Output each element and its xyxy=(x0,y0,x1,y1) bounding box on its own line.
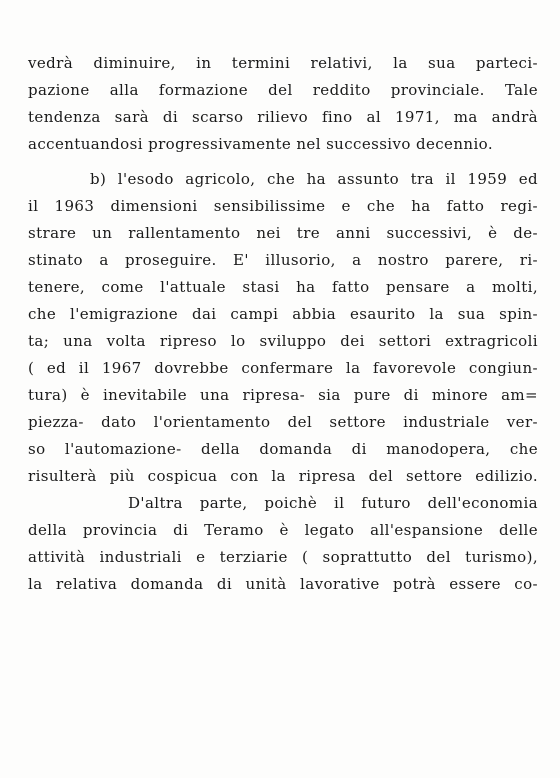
text-line: tendenza sarà di scarso rilievo fino al 1971, ma andrà xyxy=(28,108,538,126)
text-line: il 1963 dimensioni sensibilissime e che ha fatto regi- xyxy=(28,197,538,215)
text-line: stinato a proseguire. E' illusorio, a nostro parere, ri- xyxy=(28,251,538,269)
text-line: la relativa domanda di unità lavorative potrà essere co- xyxy=(28,575,538,593)
text-line: strare un rallentamento nei tre anni successivi, è de- xyxy=(28,224,538,242)
paragraph-first-line: D'altra parte, poichè il futuro dell'economia xyxy=(128,494,538,512)
text-line: vedrà diminuire, in termini relativi, la sua parteci- xyxy=(28,54,538,72)
text-line: piezza- dato l'orientamento del settore industriale ver- xyxy=(28,413,538,431)
text-line: che l'emigrazione dai campi abbia esaurito la sua spin- xyxy=(28,305,538,323)
text-line: ta; una volta ripreso lo sviluppo dei settori extragricoli xyxy=(28,332,538,350)
text-line: so l'automazione- della domanda di manodopera, che xyxy=(28,440,538,458)
body-text xyxy=(28,50,538,598)
text-line: tenere, come l'attuale stasi ha fatto pensare a molti, xyxy=(28,278,538,296)
text-line: risulterà più cospicua con la ripresa del settore edilizio. xyxy=(28,467,538,485)
paragraph-b-first-line: b) l'esodo agricolo, che ha assunto tra il 1959 ed xyxy=(90,170,538,188)
text-line: attività industriali e terziarie ( soprattutto del turismo), xyxy=(28,548,538,566)
text-line: ( ed il 1967 dovrebbe confermare la favorevole congiun- xyxy=(28,359,538,377)
text-line: tura) è inevitabile una ripresa- sia pure di minore am= xyxy=(28,386,538,404)
text-line: della provincia di Teramo è legato all'espansione delle xyxy=(28,521,538,539)
text-line: accentuandosi progressivamente nel successivo decennio. xyxy=(28,135,493,153)
text-line: pazione alla formazione del reddito provinciale. Tale xyxy=(28,81,538,99)
